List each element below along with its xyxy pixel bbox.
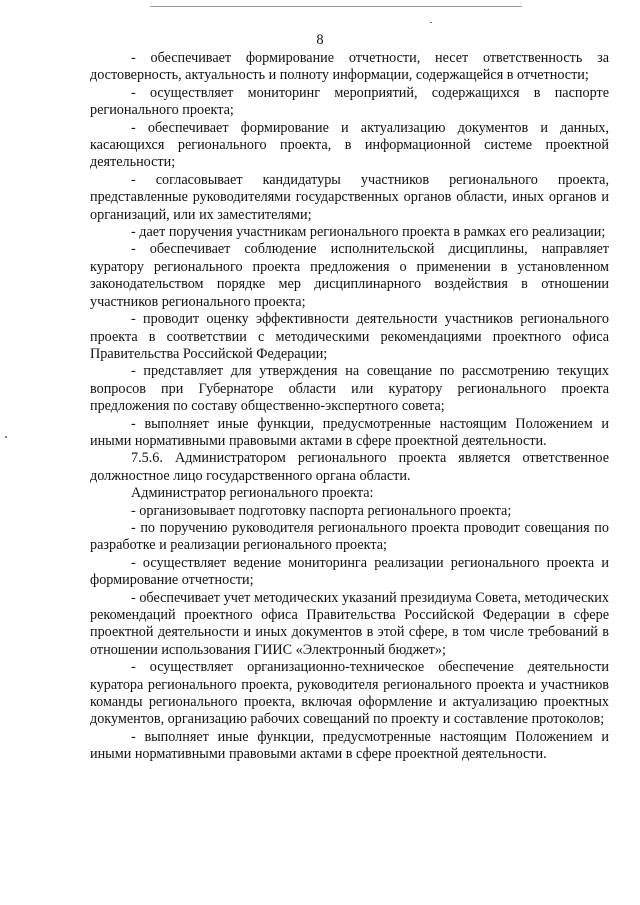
paragraph: - организовывает подготовку паспорта регионального проекта; [131,502,512,519]
paragraph: - выполняет иные функции, предусмотренные настоящим Положением и иными нормативными правовыми актами в сфере проектной деятельности. [90,728,609,763]
paragraph: - обеспечивает формирование и актуализацию документов и данных, касающихся регионального проекта, в информационной системе проектной деятельности; [90,119,609,171]
paragraph: - представляет для утверждения на совещание по рассмотрению текущих вопросов при Губернаторе области или куратору регионального проекта предложения по составу общественно-экспертного совета; [90,363,609,415]
paragraph: - согласовывает кандидатуры участников регионального проекта, представленные руководителями государственных органов области, иных органов и организаций, или их заместителями; [90,171,609,223]
paragraph: - осуществляет организационно-техническое обеспечение деятельности куратора регионального проекта, руководителя регионального проекта и участников команды регионального проекта, включая оформление и актуализацию проектных документов, организацию рабочих совещаний по проекту и составление протоколов; [90,659,609,728]
paragraph: Администратор регионального проекта: [131,485,374,502]
paragraph: - обеспечивает учет методических указаний президиума Совета, методических рекомендаций проектного офиса Правительства Российской Федерации в сфере проектной деятельности и иных документов в этой сфере, в том числе требований в отношении использования ГИИС «Электронный бюджет»; [90,589,609,658]
paragraph: - проводит оценку эффективности деятельности участников регионального проекта в соответствии с методическими рекомендациями проектного офиса Правительства Российской Федерации; [90,311,609,362]
paragraph: - по поручению руководителя регионального проекта проводит совещания по разработке и реализации регионального проекта; [90,519,609,554]
paragraph: - выполняет иные функции, предусмотренные настоящим Положением и иными нормативными правовыми актами в сфере проектной деятельности. [90,415,609,449]
scan-speck [5,436,7,438]
paragraph: - осуществляет ведение мониторинга реализации регионального проекта и формирование отчетности; [90,554,609,589]
page-number: 8 [316,32,324,48]
scan-top-rule [150,6,522,7]
paragraph: - обеспечивает формирование отчетности, несет ответственность за достоверность, актуальность и полноту информации, содержащейся в отчетности; [90,50,609,84]
paragraph: - дает поручения участникам регионального проекта в рамках его реализации; [131,224,606,241]
document-body [90,50,609,764]
scan-speck [430,22,432,23]
section-paragraph: 7.5.6. Администратором регионального проекта является ответственное должностное лицо государственного органа области. [90,450,609,484]
paragraph: - осуществляет мониторинг мероприятий, содержащихся в паспорте регионального проекта; [90,84,609,119]
paragraph: - обеспечивает соблюдение исполнительской дисциплины, направляет куратору регионального проекта предложения о применении в установленном законодательством порядке мер дисциплинарного воздействия в отношении участников регионального проекта; [90,241,609,310]
